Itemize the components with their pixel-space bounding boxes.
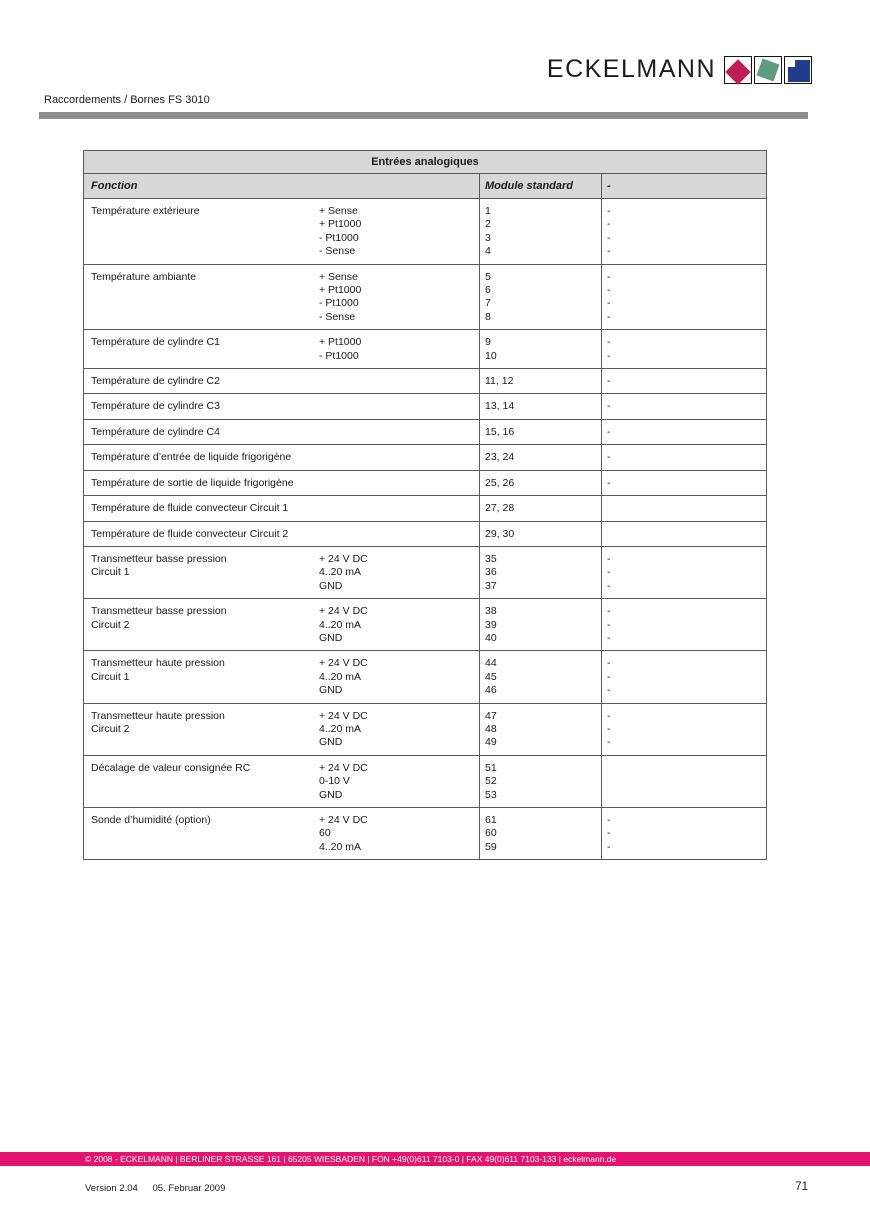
cell-line: Température de fluide convecteur Circuit 1 <box>91 502 289 515</box>
table-row <box>84 471 766 496</box>
cell-line: - <box>607 284 611 297</box>
cell-module <box>479 496 601 520</box>
cell-line: - <box>607 205 611 217</box>
cell-line: 47 <box>485 709 497 722</box>
cell-fonction <box>84 599 319 650</box>
cell-signal <box>319 522 479 546</box>
cell-line: - Sense <box>319 310 356 323</box>
cell-signal <box>319 330 479 368</box>
page-title: Raccordements / Bornes FS 3010 <box>44 94 210 106</box>
cell-module <box>479 471 601 495</box>
logo-box-blue <box>784 56 812 84</box>
cell-signal <box>319 265 479 330</box>
logo-mark <box>724 56 812 84</box>
cell-fonction <box>84 199 319 264</box>
table-row <box>84 199 766 265</box>
cell-line: 23, 24 <box>485 451 515 464</box>
cell-line: - <box>607 552 611 565</box>
cell-line: Circuit 1 <box>91 670 130 683</box>
cell-module <box>479 522 601 546</box>
cell-col3 <box>601 651 766 702</box>
cell-col3 <box>601 547 766 598</box>
cell-fonction <box>84 704 319 755</box>
cell-fonction <box>84 471 319 495</box>
cell-line: Température de cylindre C1 <box>91 336 220 349</box>
cell-module <box>479 369 601 393</box>
cell-module <box>479 420 601 444</box>
cell-line: 39 <box>485 618 497 631</box>
cell-line: 6 <box>485 284 491 297</box>
table-row <box>84 394 766 419</box>
cell-line: 11, 12 <box>485 375 514 388</box>
cell-line: 1 <box>485 205 491 217</box>
cell-col3 <box>601 394 766 418</box>
cell-line: - <box>607 336 611 349</box>
cell-module <box>479 394 601 418</box>
cell-line: + Sense <box>319 205 358 217</box>
cell-line: - Pt1000 <box>319 297 359 310</box>
cell-line: Circuit 2 <box>91 618 130 631</box>
cell-line: + 24 V DC <box>319 605 368 618</box>
cell-signal <box>319 394 479 418</box>
cell-line: - <box>607 297 611 310</box>
cell-line: 59 <box>485 840 497 853</box>
cell-fonction <box>84 330 319 368</box>
cell-fonction <box>84 496 319 520</box>
cell-col3 <box>601 756 766 807</box>
cell-line: - <box>607 375 611 388</box>
cell-line: + Pt1000 <box>319 218 362 231</box>
table-row <box>84 420 766 445</box>
cell-module <box>479 756 601 807</box>
cell-line: - <box>607 840 611 853</box>
cell-line: Température de sortie de liquide frigorigène <box>91 476 294 489</box>
date-text: 05. Februar 2009 <box>152 1183 226 1194</box>
cell-line: - <box>607 670 611 683</box>
cell-line: + 24 V DC <box>319 657 368 670</box>
logo-wordmark: ECKELMANN <box>546 55 716 83</box>
table-row <box>84 547 766 599</box>
green-square-icon <box>756 58 779 81</box>
cell-line: 0-10 V <box>319 775 350 788</box>
cell-col3 <box>601 522 766 546</box>
column-header-fonction: Fonction <box>91 180 138 192</box>
cell-line: - <box>607 736 611 749</box>
cell-line: Température ambiante <box>91 270 197 283</box>
cell-line: - <box>607 631 611 644</box>
cell-line: - <box>607 349 611 362</box>
cell-line: Température d’entrée de liquide frigorigène <box>91 451 292 464</box>
cell-signal <box>319 199 479 264</box>
cell-fonction <box>84 808 319 859</box>
cell-fonction <box>84 445 319 469</box>
cell-line: + Sense <box>319 270 358 283</box>
cell-line: 10 <box>485 349 497 362</box>
cell-line: - <box>607 425 611 438</box>
cell-line: + Pt1000 <box>319 284 362 297</box>
cell-line: 27, 28 <box>485 502 515 515</box>
version-text: Version 2.04 <box>85 1183 138 1194</box>
table-rows <box>84 199 766 859</box>
cell-line: Température de cylindre C4 <box>91 425 220 438</box>
table-row <box>84 599 766 651</box>
cell-line: 36 <box>485 566 497 579</box>
cell-line: - <box>607 451 611 464</box>
cell-line: Température extérieure <box>91 205 200 217</box>
cell-line: 37 <box>485 579 497 592</box>
cell-line: 5 <box>485 270 491 283</box>
cell-line: Décalage de valeur consignée RC <box>91 761 251 774</box>
cell-line: 45 <box>485 670 497 683</box>
cell-line: 53 <box>485 788 497 801</box>
cell-line: 4..20 mA <box>319 840 362 853</box>
table-row <box>84 496 766 521</box>
cell-line: 35 <box>485 552 497 565</box>
cell-signal <box>319 471 479 495</box>
cell-line: - <box>607 618 611 631</box>
cell-signal <box>319 651 479 702</box>
cell-col3 <box>601 704 766 755</box>
cell-line: 4..20 mA <box>319 566 362 579</box>
cell-signal <box>319 704 479 755</box>
cell-line: - <box>607 476 611 489</box>
cell-col3 <box>601 330 766 368</box>
cell-line: 38 <box>485 605 497 618</box>
cell-module <box>479 445 601 469</box>
cell-line: 29, 30 <box>485 527 515 540</box>
table-row <box>84 369 766 394</box>
cell-line: 8 <box>485 310 491 323</box>
cell-line: GND <box>319 579 343 592</box>
cell-line: 2 <box>485 218 491 231</box>
cell-line: Transmetteur basse pression <box>91 605 227 618</box>
cell-line: 46 <box>485 684 497 697</box>
cell-line: - Pt1000 <box>319 349 359 362</box>
cell-col3 <box>601 369 766 393</box>
cell-signal <box>319 756 479 807</box>
cell-col3 <box>601 471 766 495</box>
cell-line: Transmetteur basse pression <box>91 552 227 565</box>
cell-module <box>479 330 601 368</box>
analog-inputs-table <box>83 150 767 860</box>
cell-line: - Pt1000 <box>319 231 359 244</box>
cell-fonction <box>84 420 319 444</box>
cell-line: GND <box>319 684 343 697</box>
cell-fonction <box>84 756 319 807</box>
cell-line: + 24 V DC <box>319 814 368 826</box>
version-line <box>85 1183 237 1194</box>
table-row <box>84 445 766 470</box>
cell-line: GND <box>319 736 343 749</box>
cell-line: - <box>607 566 611 579</box>
cell-line: + 24 V DC <box>319 552 368 565</box>
cell-module <box>479 704 601 755</box>
cell-signal <box>319 547 479 598</box>
cell-line: 15, 16 <box>485 425 515 438</box>
cell-signal <box>319 445 479 469</box>
logo-box-green <box>754 56 782 84</box>
cell-line: 51 <box>485 761 497 774</box>
cell-col3 <box>601 599 766 650</box>
table-row <box>84 265 766 331</box>
footer-copyright-bar: © 2008 - ECKELMANN | BERLINER STRASSE 161 | 65205 WIESBADEN | FON +49(0)611 7103-0 | FAX 49(0)611 7103-133 | eckelmann.de <box>0 1152 870 1166</box>
cell-line: 61 <box>485 814 497 826</box>
cell-line: 44 <box>485 657 497 670</box>
cell-line: + 24 V DC <box>319 761 368 774</box>
cell-line: - <box>607 270 611 283</box>
cell-line: GND <box>319 631 343 644</box>
cell-line: 13, 14 <box>485 400 515 413</box>
cell-fonction <box>84 547 319 598</box>
cell-line: - <box>607 722 611 735</box>
cell-line: - <box>607 310 611 323</box>
cell-line: 60 <box>319 827 331 840</box>
page-number: 71 <box>795 1181 808 1193</box>
cell-signal <box>319 420 479 444</box>
table-row <box>84 330 766 369</box>
header-divider-bar <box>39 112 808 119</box>
cell-line: 9 <box>485 336 491 349</box>
cell-line: - <box>607 245 611 258</box>
red-diamond-icon <box>725 59 750 84</box>
cell-line: - <box>607 579 611 592</box>
table-row <box>84 651 766 703</box>
cell-line: 4 <box>485 245 491 258</box>
cell-line: Circuit 1 <box>91 566 130 579</box>
cell-module <box>479 651 601 702</box>
column-header-module-standard: Module standard <box>479 174 601 198</box>
cell-line: - <box>607 605 611 618</box>
blue-notched-square-icon <box>788 60 810 82</box>
column-header-dash: - <box>601 174 766 198</box>
table-row <box>84 808 766 859</box>
cell-line: 52 <box>485 775 497 788</box>
cell-fonction <box>84 651 319 702</box>
cell-signal <box>319 808 479 859</box>
cell-module <box>479 808 601 859</box>
cell-module <box>479 599 601 650</box>
cell-col3 <box>601 808 766 859</box>
cell-line: - <box>607 231 611 244</box>
cell-line: Transmetteur haute pression <box>91 709 225 722</box>
cell-line: Température de fluide convecteur Circuit 2 <box>91 527 289 540</box>
cell-signal <box>319 369 479 393</box>
cell-col3 <box>601 420 766 444</box>
cell-signal <box>319 599 479 650</box>
cell-signal <box>319 496 479 520</box>
cell-fonction <box>84 369 319 393</box>
cell-line: + 24 V DC <box>319 709 368 722</box>
table-header-row <box>84 174 766 199</box>
cell-module <box>479 547 601 598</box>
cell-fonction <box>84 522 319 546</box>
cell-module <box>479 199 601 264</box>
cell-line: - <box>607 814 611 826</box>
cell-line: - <box>607 827 611 840</box>
cell-line: - <box>607 218 611 231</box>
cell-line: - Sense <box>319 245 356 258</box>
cell-line: Température de cylindre C3 <box>91 400 220 413</box>
cell-line: 49 <box>485 736 497 749</box>
cell-line: Sonde d’humidité (option) <box>91 814 211 826</box>
cell-col3 <box>601 199 766 264</box>
logo-box-red <box>724 56 752 84</box>
eckelmann-logo <box>547 55 812 84</box>
cell-line: 25, 26 <box>485 476 515 489</box>
cell-line: Température de cylindre C2 <box>91 375 220 388</box>
cell-line: 4..20 mA <box>319 722 362 735</box>
cell-line: Circuit 2 <box>91 722 130 735</box>
cell-col3 <box>601 496 766 520</box>
cell-line: 4..20 mA <box>319 670 362 683</box>
cell-line: 40 <box>485 631 497 644</box>
table-row <box>84 756 766 808</box>
cell-fonction <box>84 394 319 418</box>
cell-line: - <box>607 709 611 722</box>
cell-col3 <box>601 445 766 469</box>
cell-line: 7 <box>485 297 491 310</box>
cell-line: 48 <box>485 722 497 735</box>
cell-module <box>479 265 601 330</box>
cell-line: 3 <box>485 231 491 244</box>
cell-line: 4..20 mA <box>319 618 362 631</box>
cell-col3 <box>601 265 766 330</box>
cell-line: - <box>607 400 611 413</box>
table-row <box>84 704 766 756</box>
cell-line: 60 <box>485 827 497 840</box>
cell-line: + Pt1000 <box>319 336 362 349</box>
cell-line: - <box>607 684 611 697</box>
cell-line: Transmetteur haute pression <box>91 657 225 670</box>
cell-fonction <box>84 265 319 330</box>
cell-line: GND <box>319 788 343 801</box>
cell-line: - <box>607 657 611 670</box>
table-title: Entrées analogiques <box>84 151 766 174</box>
table-row <box>84 522 766 547</box>
